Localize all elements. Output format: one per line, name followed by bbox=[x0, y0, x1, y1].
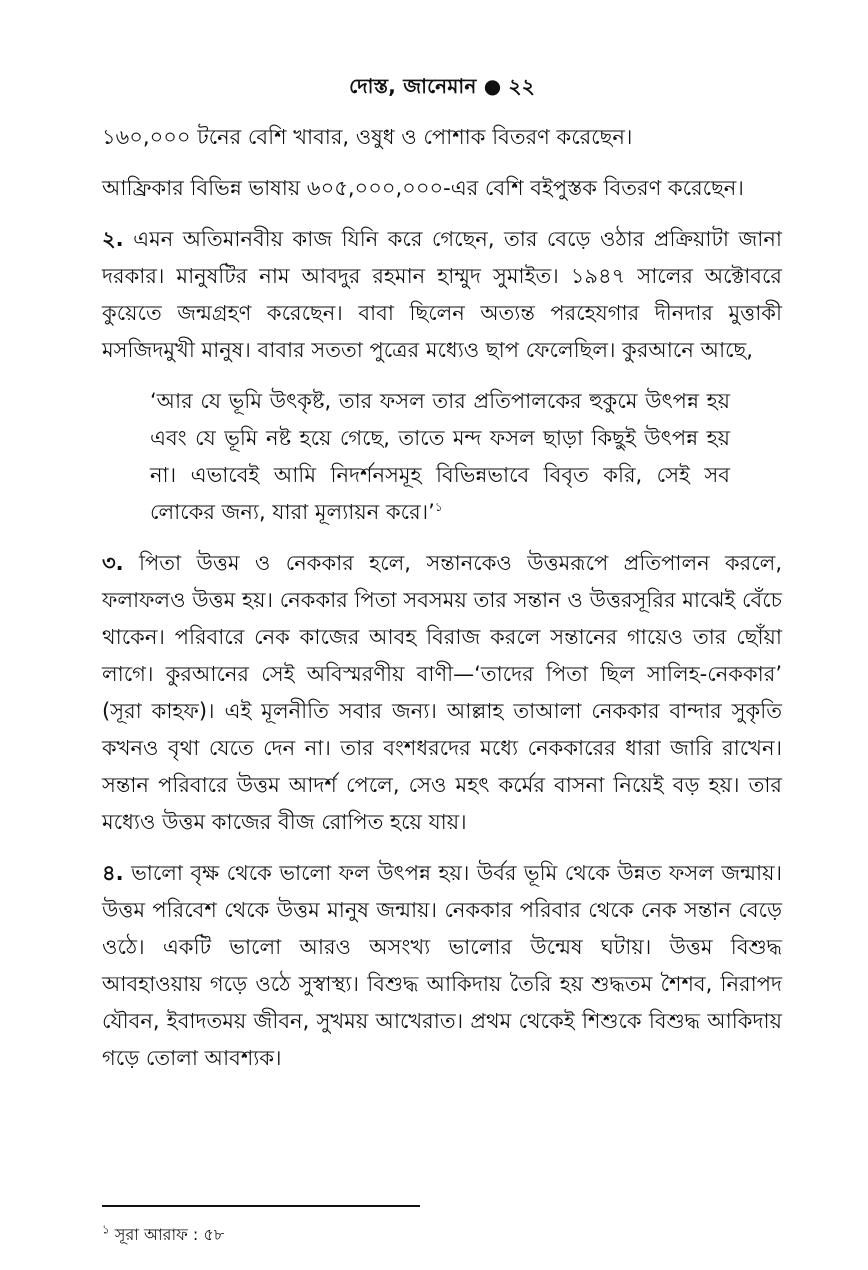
footnote bbox=[102, 1222, 224, 1249]
running-header: দোস্ত, জানেমান ● ২২ bbox=[349, 74, 535, 98]
paragraph-text: ভালো বৃক্ষ থেকে ভালো ফল উৎপন্ন হয়। উর্বর ভূমি থেকে উন্নত ফসল জন্মায়। উত্তম পরিবেশ থেকে উত্তম মানুষ জন্মায়। নেককার পরিবার থেকে নেক সন্তান বেড়ে ওঠে। একটি ভালো আরও অসংখ্য ভালোর উন্মেষ ঘটায়। উত্তম বিশুদ্ধ আবহাওয়ায় গড়ে ওঠে সুস্বাস্থ্য। বিশুদ্ধ আকিদায় তৈরি হয় শুদ্ধতম শৈশব, নিরাপদ যৌবন, ইবাদতময় জীবন, সুখময় আখেরাত। প্রথম থেকেই শিশুকে বিশুদ্ধ আকিদায় গড়ে তোলা আবশ্যক। bbox=[102, 861, 782, 1070]
point-number: ৪. bbox=[102, 861, 124, 885]
footnote-number: ১ bbox=[102, 1222, 110, 1237]
quote-text: ‘আর যে ভূমি উৎকৃষ্ট, তার ফসল তার প্রতিপালকের হুকুমে উৎপন্ন হয় এবং যে ভূমি নষ্ট হয়ে গেছে, তাতে মন্দ ফসল ছাড়া কিছুই উৎপন্ন হয় না। এভাবেই আমি নিদর্শনসমূহ বিভিন্নভাবে বিবৃত করি, সেই সব লোকের জন্য, যারা মূল্যায়ন করে।’ bbox=[150, 389, 730, 524]
paragraph-1 bbox=[102, 119, 782, 156]
paragraph-text: এমন অতিমানবীয় কাজ যিনি করে গেছেন, তার বেড়ে ওঠার প্রক্রিয়াটা জানা দরকার। মানুষটির নাম আবদুর রহমান হাম্মুদ সুমাইত। ১৯৪৭ সালের অক্টোবরে কুয়েতে জন্মগ্রহণ করেছেন। বাবা ছিলেন অত্যন্ত পরহেযগার দীনদার মুত্তাকী মসজিদমুখী মানুষ। বাবার সততা পুত্রের মধ্যেও ছাপ ফেলেছিল। কুরআনে আছে, bbox=[102, 227, 782, 362]
paragraph-point-2 bbox=[102, 221, 782, 369]
paragraph-point-4 bbox=[102, 855, 782, 1077]
paragraph-text: আফ্রিকার বিভিন্ন ভাষায় ৬০৫,০০০,০০০-এর বেশি বইপুস্তক বিতরণ করেছেন। bbox=[102, 176, 744, 200]
point-number: ২. bbox=[102, 227, 124, 251]
quran-quote bbox=[150, 383, 730, 531]
point-number: ৩. bbox=[102, 551, 124, 575]
paragraph-text: পিতা উত্তম ও নেককার হলে, সন্তানকেও উত্তমরূপে প্রতিপালন করলে, ফলাফলও উত্তম হয়। নেককার পিতা সবসময় তার সন্তান ও উত্তরসূরির মাঝেই বেঁচে থাকেন। পরিবারে নেক কাজের আবহ বিরাজ করলে সন্তানের গায়েও তার ছোঁয়া লাগে। কুরআনের সেই অবিস্মরণীয় বাণী—‘তাদের পিতা ছিল সালিহ-নেককার’ (সূরা কাহফ)। এই মূলনীতি সবার জন্য। আল্লাহ তাআলা নেককার বান্দার সুকৃতি কখনও বৃথা যেতে দেন না। তার বংশধরদের মধ্যে নেককারের ধারা জারি রাখেন। সন্তান পরিবারে উত্তম আদর্শ পেলে, সেও মহৎ কর্মের বাসনা নিয়েই বড় হয়। তার মধ্যেও উত্তম কাজের বীজ রোপিত হয়ে যায়। bbox=[102, 551, 782, 834]
paragraph-2 bbox=[102, 170, 782, 207]
paragraph-point-3 bbox=[102, 545, 782, 841]
page-body bbox=[102, 72, 782, 1091]
footnote-text: সূরা আরাফ : ৫৮ bbox=[109, 1225, 225, 1244]
paragraph-text: ১৬০,০০০ টনের বেশি খাবার, ওষুধ ও পোশাক বিতরণ করেছেন। bbox=[102, 125, 633, 149]
footnote-divider bbox=[102, 1205, 420, 1207]
footnote-marker: ১ bbox=[434, 500, 443, 514]
